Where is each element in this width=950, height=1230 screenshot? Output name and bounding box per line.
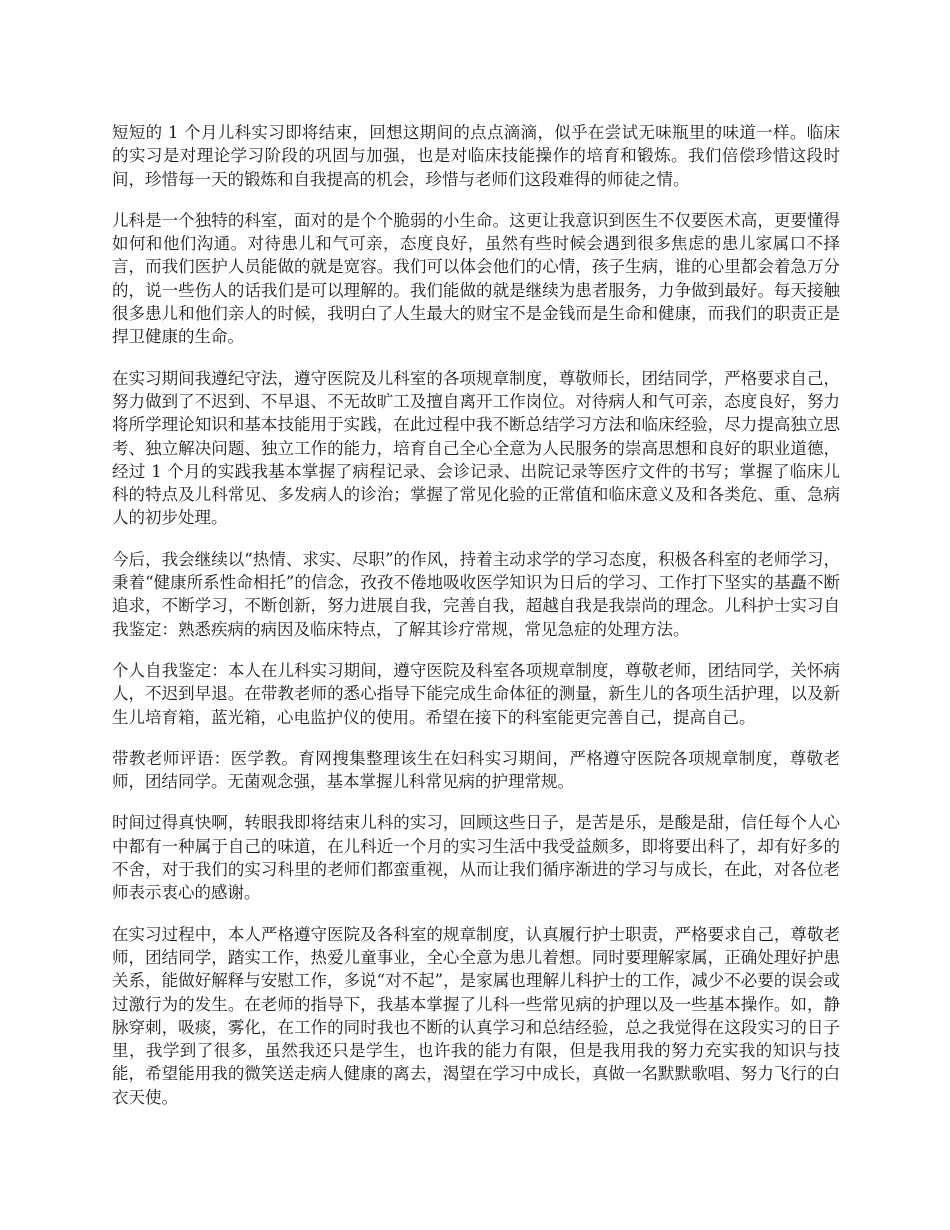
paragraph-3: 在实习期间我遵纪守法，遵守医院及儿科室的各项规章制度，尊敬师长，团结同学，严格要求自己，努力做到了不迟到、不早退、不无故旷工及擅自离开工作岗位。对待病人和气可亲，态度良好，努力将所学理论知识和基本技能用于实践，在此过程中我不断总结学习方法和临床经验，尽力提高独立思考、独立解决问题、独立工作的能力，培育自己全心全意为人民服务的崇高思想和良好的职业道德，经过 1 个月的实践我基本掌握了病程记录、会诊记录、出院记录等医疗文件的书写；掌握了临床儿科的特点及儿科常见、多发病人的诊治；掌握了常见化验的正常值和临床意义及和各类危、重、急病人的初步处理。	[112, 368, 840, 528]
paragraph-6: 带教老师评语：医学教。育网搜集整理该生在妇科实习期间，严格遵守医院各项规章制度，尊敬老师，团结同学。无菌观念强，基本掌握儿科常见病的护理常规。	[112, 748, 840, 792]
paragraph-4: 今后，我会继续以“热情、求实、尽职”的作风，持着主动求学的学习态度，积极各科室的老师学习，秉着“健康所系性命相托”的信念，孜孜不倦地吸收医学知识为日后的学习、工作打下坚实的基矗不断追求，不断学习，不断创新，努力进展自我，完善自我，超越自我是我崇尚的理念。儿科护士实习自我鉴定：熟悉疾病的病因及临床特点，了解其诊疗常规，常见急症的处理方法。	[112, 549, 840, 639]
paragraph-2: 儿科是一个独特的科室，面对的是个个脆弱的小生命。这更让我意识到医生不仅要医术高，更要懂得如何和他们沟通。对待患儿和气可亲，态度良好，虽然有些时候会遇到很多焦虑的患儿家属口不择言，而我们医护人员能做的就是宽容。我们可以体会他们的心情，孩子生病，谁的心里都会着急万分的，说一些伤人的话我们是可以理解的。我们能做的就是继续为患者服务，力争做到最好。每天接触很多患儿和他们亲人的时候，我明白了人生最大的财宝不是金钱而是生命和健康，而我们的职责正是捍卫健康的生命。	[112, 210, 840, 347]
paragraph-8: 在实习过程中，本人严格遵守医院及各科室的规章制度，认真履行护士职责，严格要求自己，尊敬老师，团结同学，踏实工作，热爱儿童事业，全心全意为患儿着想。同时要理解家属，正确处理好护患关系，能做好解释与安慰工作，多说“对不起”，是家属也理解儿科护士的工作，减少不必要的误会或过激行为的发生。在老师的指导下，我基本掌握了儿科一些常见病的护理以及一些基本操作。如，静脉穿刺，吸痰，雾化，在工作的同时我也不断的认真学习和总结经验，总之我觉得在这段实习的日子里，我学到了很多，虽然我还只是学生，也许我的能力有限，但是我用我的努力充实我的知识与技能，希望能用我的微笑送走病人健康的离去，渴望在学习中成长，真做一名默默歌唱、努力飞行的白衣天使。	[112, 924, 840, 1107]
paragraph-5: 个人自我鉴定：本人在儿科实习期间，遵守医院及科室各项规章制度，尊敬老师，团结同学，关怀病人，不迟到早退。在带教老师的悉心指导下能完成生命体征的测量，新生儿的各项生活护理，以及新生儿培育箱，蓝光箱，心电监护仪的使用。希望在接下的科室能更完善自己，提高自己。	[112, 660, 840, 727]
paragraph-1: 短短的 1 个月儿科实习即将结束，回想这期间的点点滴滴，似乎在尝试无味瓶里的味道一样。临床的实习是对理论学习阶段的巩固与加强，也是对临床技能操作的培育和锻炼。我们倍偿珍惜这段时间，珍惜每一天的锻炼和自我提高的机会，珍惜与老师们这段难得的师徒之情。	[112, 123, 840, 189]
document-body	[112, 121, 840, 1127]
paragraph-7: 时间过得真快啊，转眼我即将结束儿科的实习，回顾这些日子，是苦是乐，是酸是甜，信任每个人心中都有一种属于自己的味道，在儿科近一个月的实习生活中我受益颇多，即将要出科了，却有好多的不舍，对于我们的实习科里的老师们都蛮重视，从而让我们循序渐进的学习与成长，在此，对各位老师表示衷心的感谢。	[112, 813, 840, 903]
